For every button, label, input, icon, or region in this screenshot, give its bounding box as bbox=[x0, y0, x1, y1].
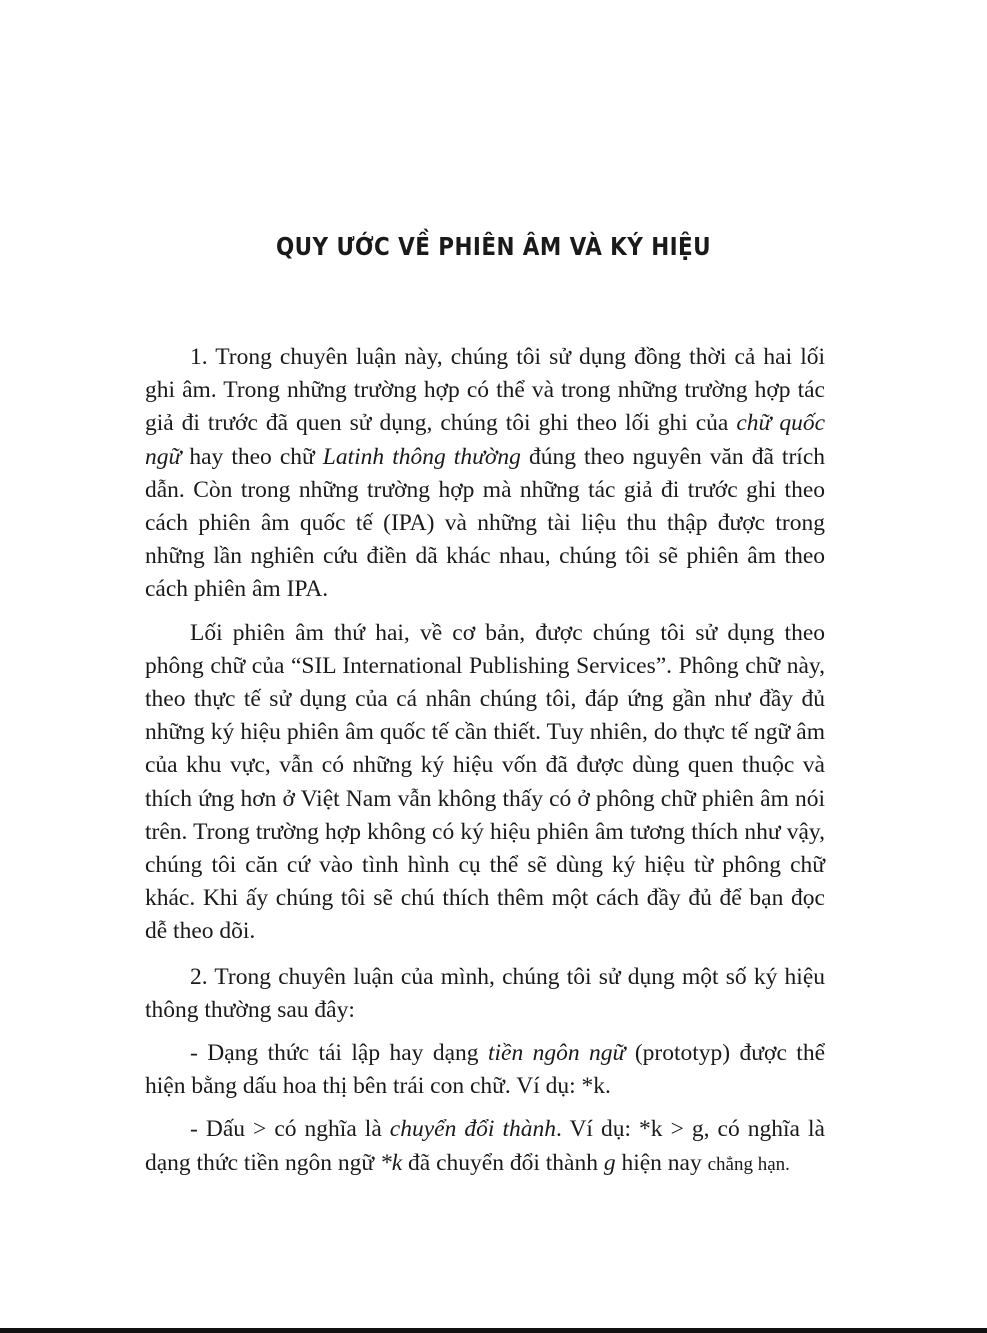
example-g: g bbox=[603, 1149, 616, 1176]
list-item-1 bbox=[145, 1037, 825, 1103]
paragraph-3: 2. Trong chuyên luận của mình, chúng tôi sử dụng một số ký hiệu thông thường sau đây: bbox=[145, 963, 825, 1023]
page-title: QUY ƯỚC VỀ PHIÊN ÂM VÀ KÝ HIỆU bbox=[275, 232, 712, 261]
paragraph-2: Lối phiên âm thứ hai, về cơ bản, được chúng tôi sử dụng theo phông chữ của “SIL International Publishing Services”. Phông chữ này, theo thực tế sử dụng của cá nhân chúng tôi, đáp ứng gần như đầy đủ những ký hiệu phiên âm quốc tế cần thiết. Tuy nhiên, do thực tế ngữ âm của khu vực, vẫn có những ký hiệu vốn đã được dùng quen thuộc và thích ứng hơn ở Việt Nam vẫn không thấy có ở phông chữ phiên âm nói trên. Trong trường hợp không có ký hiệu phiên âm tương thích như vậy, chúng tôi căn cứ vào tình hình cụ thể sẽ dùng ký hiệu từ phông chữ khác. Khi ấy chúng tôi sẽ chú thích thêm một cách đầy đủ để bạn đọc dễ theo dõi. bbox=[145, 619, 825, 945]
paragraph-1-text-e: đúng theo nguyên văn đã trích dẫn. Còn trong những trường hợp mà những tác giả đi trước ghi theo cách phiên âm quốc tế (IPA) và những tài liệu thu thập được trong những lần nghiên cứu điền dã khác nhau, chúng tôi sẽ phiên âm theo cách phiên âm IPA. bbox=[145, 443, 825, 603]
list-item-2-text-a: - Dấu > có nghĩa là bbox=[190, 1116, 390, 1143]
example-star-k: *k bbox=[379, 1149, 403, 1176]
paragraph-1-text-c: hay theo chữ bbox=[181, 443, 323, 470]
bottom-border bbox=[0, 1328, 987, 1333]
term-chuyen-doi-thanh: chuyển đổi thành bbox=[389, 1116, 556, 1143]
term-latinh-thong-thuong: Latinh thông thường bbox=[322, 443, 521, 470]
body-text bbox=[145, 341, 825, 1181]
list-item-2 bbox=[145, 1113, 825, 1180]
list-item-2-text-c: . Ví dụ: *k > g, có nghĩa là dạng thức tiền ngôn ngữ bbox=[145, 1116, 825, 1176]
paragraph-1-text-a: 1. Trong chuyên luận này, chúng tôi sử dụng đồng thời cả hai lối ghi âm. Trong những trường hợp có thể và trong những trường hợp tác giả đi trước đã quen sử dụng, chúng tôi ghi theo lối ghi của bbox=[145, 344, 825, 437]
term-chu-quoc-ngu: chữ quốc ngữ bbox=[145, 410, 825, 470]
list-item-1-text-c: (prototyp) được thể hiện bằng dấu hoa thị bên trái con chữ. Ví dụ: *k. bbox=[145, 1040, 826, 1100]
list-item-2-text-e: đã chuyển đổi thành bbox=[402, 1149, 604, 1176]
term-tien-ngon-ngu: tiền ngôn ngữ bbox=[487, 1040, 626, 1067]
list-item-2-text-g: hiện nay bbox=[615, 1149, 708, 1176]
list-item-2-text-h: chẳng hạn. bbox=[707, 1153, 790, 1175]
list-item-1-text-a: - Dạng thức tái lập hay dạng bbox=[190, 1040, 488, 1067]
paragraph-1 bbox=[145, 341, 825, 607]
